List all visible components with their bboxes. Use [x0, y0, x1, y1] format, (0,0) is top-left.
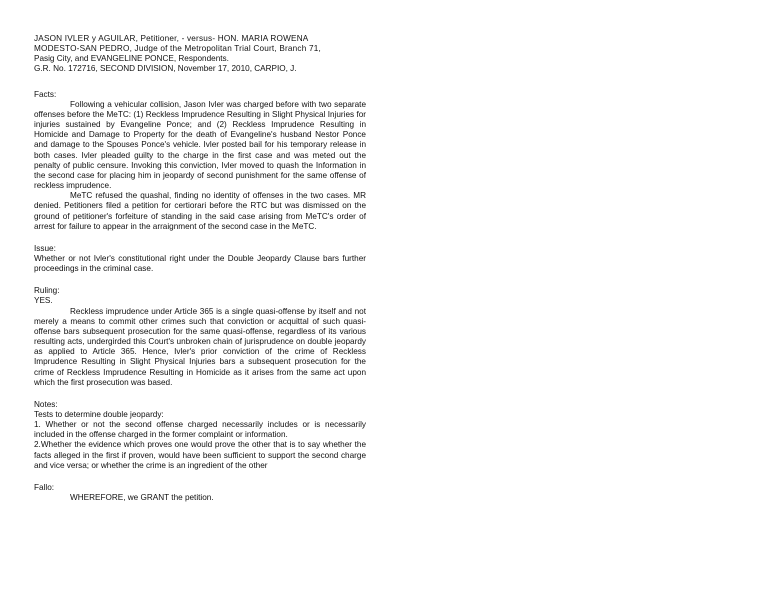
facts-paragraph: Following a vehicular collision, Jason Ivler was charged before with two separate offenses before the MeTC: (1) Reckless Imprudence Resulting in Slight Physical Injuries for injuries sustained by Evangeline Ponce; and (2) Reckless Imprudence Resulting in Homicide and Damage to Property for the death of Evangeline's husband Nestor Ponce and damage to the Spouses Ponce's vehicle. Ivler posted bail for his temporary release in both cases. Ivler pleaded guilty to the charge in the first case and was meted out the penalty of public censure. Invoking this conviction, Ivler moved to quash the Information in the second case for placing him in jeopardy of second punishment for the same offense of reckless imprudence.	[34, 99, 366, 191]
case-caption	[34, 34, 366, 75]
issue-section	[34, 244, 366, 274]
notes-intro: Tests to determine double jeopardy:	[34, 410, 164, 419]
facts-paragraph: MeTC refused the quashal, finding no identity of offenses in the two cases. MR denied. Petitioners filed a petition for certiorari before the RTC but was dismissed on the ground of petitioner's forfeiture of standing in the said case arising from MeTC's order of arrest for failure to appear in the arraignment of the second case in the MeTC.	[34, 191, 366, 231]
case-citation: G.R. No. 172716, SECOND DIVISION, November 17, 2010, CARPIO, J.	[34, 64, 297, 74]
issue-text: Whether or not Ivler's constitutional right under the Double Jeopardy Clause bars further proceedings in the criminal case.	[34, 253, 366, 274]
caption-line: MODESTO-SAN PEDRO, Judge of the Metropolitan Trial Court, Branch 71,	[34, 44, 321, 54]
notes-item: 1. Whether or not the second offense charged necessarily includes or is necessarily included in the offense charged in the former complaint or information.	[34, 420, 366, 440]
caption-line: JASON IVLER y AGUILAR, Petitioner, - versus- HON. MARIA ROWENA	[34, 34, 309, 43]
facts-heading: Facts:	[34, 89, 57, 99]
notes-item: 2.Whether the evidence which proves one would prove the other that is to say whether the facts alleged in the first if proven, would have been sufficient to support the second charge and vice versa; or whether the crime is an ingredient of the other	[34, 440, 366, 470]
notes-section	[34, 400, 366, 471]
fallo-text: WHEREFORE, we GRANT the petition.	[70, 493, 214, 503]
facts-section	[34, 90, 366, 232]
issue-heading: Issue:	[34, 243, 56, 253]
ruling-paragraph: Reckless imprudence under Article 365 is a single quasi-offense by itself and not merely a means to commit other crimes such that conviction or acquittal of such quasi-offense bars subsequent prosecution for the same quasi-offense, regardless of its various resulting acts, undergirded this Court's unbroken chain of jurisprudence on double jeopardy as applied to Article 365. Hence, Ivler's prior conviction of the crime of Reckless Imprudence Resulting in Slight Physical Injuries bars a subsequent prosecution for the crime of Reckless Imprudence Resulting in Homicide as it arises from the same act upon which the first prosecution was based.	[34, 306, 366, 387]
ruling-section	[34, 286, 366, 388]
document-page	[34, 34, 366, 503]
notes-heading: Notes:	[34, 399, 58, 409]
fallo-section	[34, 483, 366, 503]
fallo-heading: Fallo:	[34, 482, 55, 492]
ruling-answer: YES.	[34, 296, 53, 306]
caption-line: Pasig City, and EVANGELINE PONCE, Respondents.	[34, 54, 229, 64]
ruling-heading: Ruling:	[34, 286, 60, 296]
